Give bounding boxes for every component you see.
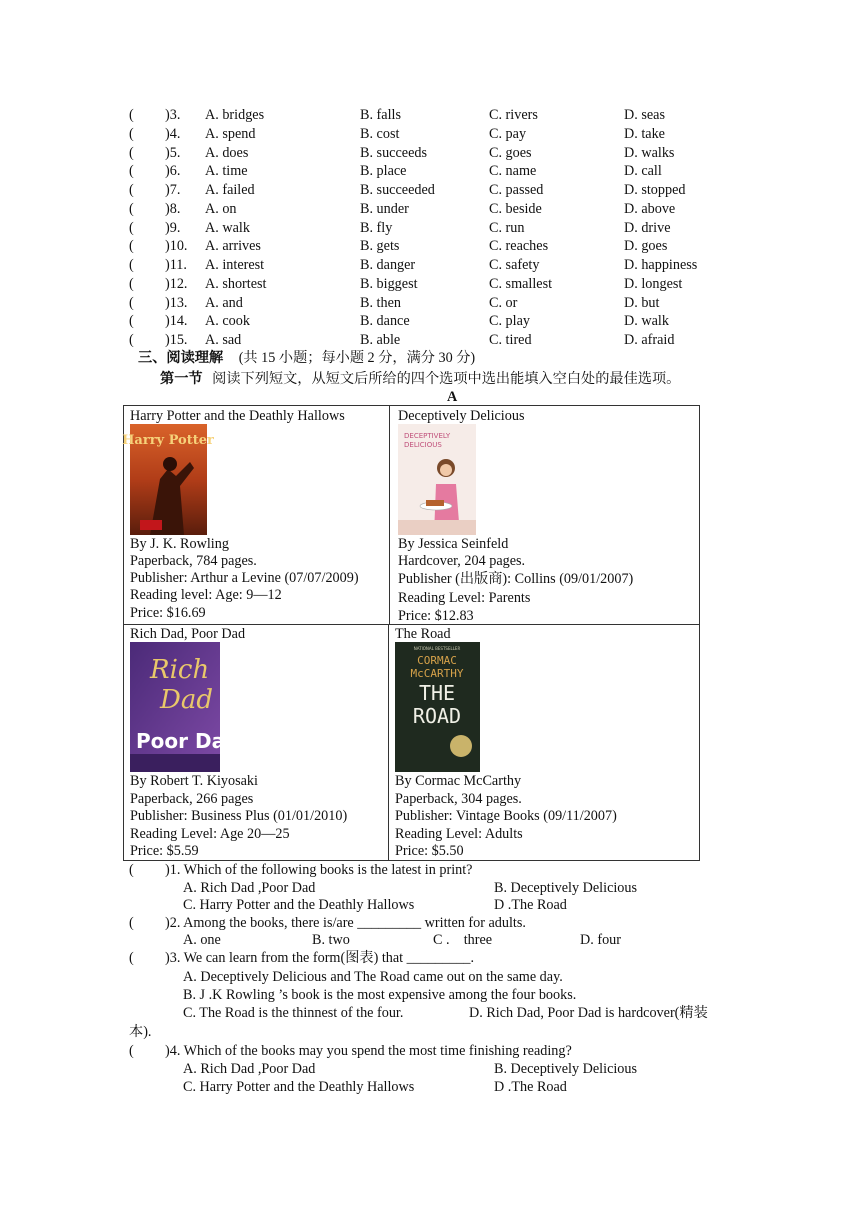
option-c[interactable]: C. reaches <box>489 238 549 255</box>
option-a[interactable]: A. time <box>205 163 248 180</box>
svg-text:DELICIOUS: DELICIOUS <box>404 441 442 449</box>
question-paren: ( <box>129 915 134 931</box>
option-a[interactable]: A. Rich Dad ,Poor Dad <box>183 880 316 896</box>
option-d[interactable]: D. longest <box>624 275 683 292</box>
book-author: By J. K. Rowling <box>130 536 229 552</box>
answer-paren: ( <box>129 144 134 161</box>
option-d[interactable]: D. afraid <box>624 332 675 348</box>
passage-label: A <box>447 389 458 405</box>
book-reading-level: Reading Level: Adults <box>395 826 523 842</box>
option-d[interactable]: D .The Road <box>494 1079 567 1095</box>
choice-row <box>129 181 749 200</box>
option-b[interactable]: B. dance <box>360 313 410 330</box>
section-note: (共 15 小题；每小题 2 分，满分 30 分) <box>238 350 476 366</box>
answer-paren: ( <box>129 332 134 348</box>
option-c[interactable]: C. run <box>489 219 525 236</box>
option-d[interactable]: D. but <box>624 294 660 311</box>
question-stem: )3. We can learn from the form(图表) that _________. <box>165 950 475 966</box>
option-a[interactable]: A. Rich Dad ,Poor Dad <box>183 1061 316 1077</box>
choice-row <box>129 331 749 350</box>
option-a[interactable]: A. bridges <box>205 107 265 123</box>
option-d[interactable]: D. goes <box>624 238 668 255</box>
option-b[interactable]: B. Deceptively Delicious <box>494 1061 638 1077</box>
option-a[interactable]: A. failed <box>205 182 255 198</box>
option-d[interactable]: D. walks <box>624 144 675 161</box>
option-a[interactable]: A. and <box>205 294 243 311</box>
option-a[interactable]: A. cook <box>205 313 250 330</box>
answer-paren: ( <box>129 219 134 236</box>
option-a[interactable]: A. does <box>205 144 249 161</box>
option-b[interactable]: B. danger <box>360 257 416 273</box>
option-a[interactable]: A. arrives <box>205 238 261 255</box>
question-number: )9. <box>165 219 181 236</box>
option-b[interactable]: B. succeeds <box>360 144 427 161</box>
svg-text:McCARTHY: McCARTHY <box>410 667 464 680</box>
question-number: )7. <box>165 182 181 198</box>
book-price: Price: $5.59 <box>130 843 199 859</box>
option-a[interactable]: A. interest <box>205 257 265 273</box>
option-b[interactable]: B. then <box>360 294 401 311</box>
question-paren: ( <box>129 862 134 878</box>
option-b[interactable]: B. able <box>360 332 401 348</box>
option-c[interactable]: C. Harry Potter and the Deathly Hallows <box>183 1079 415 1095</box>
option-a[interactable]: A. shortest <box>205 275 267 292</box>
part-label: 第一节 <box>160 371 203 387</box>
option-b[interactable]: B. place <box>360 163 407 180</box>
book-cell-the-road <box>388 624 700 861</box>
book-publisher: Publisher: Arthur a Levine (07/07/2009) <box>130 570 359 586</box>
option-a[interactable]: A. one <box>183 932 221 948</box>
option-d[interactable]: D. walk <box>624 313 669 330</box>
book-publisher: Publisher (出版商): Collins (09/01/2007) <box>398 571 634 587</box>
harry-potter-cover-image <box>122 424 214 535</box>
book-author: By Cormac McCarthy <box>395 773 522 789</box>
choice-row <box>129 294 749 313</box>
book-title: Rich Dad, Poor Dad <box>130 626 246 642</box>
option-c[interactable]: C. rivers <box>489 107 538 123</box>
book-cell-harry-potter <box>123 405 390 625</box>
option-c[interactable]: C. safety <box>489 257 540 273</box>
book-format: Hardcover, 204 pages. <box>398 553 526 569</box>
option-a[interactable]: A. on <box>205 200 237 217</box>
question-stem: )1. Which of the following books is the latest in print? <box>165 862 473 878</box>
question-number: )4. <box>165 125 181 142</box>
option-b[interactable]: B. Deceptively Delicious <box>494 880 638 896</box>
choice-row <box>129 200 749 219</box>
book-cell-rich-dad <box>123 624 389 861</box>
choice-row <box>129 256 749 275</box>
book-format: Paperback, 784 pages. <box>130 553 257 569</box>
option-d[interactable]: D. call <box>624 163 662 180</box>
option-a[interactable]: A. sad <box>205 332 242 348</box>
option-c[interactable]: C. tired <box>489 332 532 348</box>
book-title: Harry Potter and the Deathly Hallows <box>130 408 345 424</box>
answer-paren: ( <box>129 238 134 255</box>
option-b[interactable]: B. biggest <box>360 275 418 292</box>
answer-paren: ( <box>129 125 134 142</box>
question-number: )14. <box>165 313 188 330</box>
option-c[interactable]: C. goes <box>489 144 532 161</box>
book-publisher: Publisher: Business Plus (01/01/2010) <box>130 808 348 824</box>
book-format: Paperback, 304 pages. <box>395 791 522 807</box>
option-c[interactable]: C. The Road is the thinnest of the four. <box>183 1005 404 1021</box>
book-publisher: Publisher: Vintage Books (09/11/2007) <box>395 808 617 824</box>
option-a[interactable]: A. walk <box>205 219 250 236</box>
section-heading <box>138 349 475 367</box>
question-number: )11. <box>165 257 187 273</box>
question-number: )10. <box>165 238 188 255</box>
question-number: )5. <box>165 144 181 161</box>
the-road-cover-image <box>395 642 480 772</box>
choice-row <box>129 144 749 163</box>
svg-text:THE: THE <box>418 681 456 705</box>
book-author: By Jessica Seinfeld <box>398 536 509 552</box>
choice-row <box>129 125 749 144</box>
question-stem: )4. Which of the books may you spend the most time finishing reading? <box>165 1043 572 1059</box>
part-instructions: 阅读下列短文，从短文后所给的四个选项中选出能填入空白处的最佳选项。 <box>212 371 681 387</box>
option-d[interactable]: D. Rich Dad, Poor Dad is hardcover(精装 <box>469 1005 708 1021</box>
option-c[interactable]: C. or <box>489 294 518 311</box>
option-b[interactable]: B. succeeded <box>360 182 435 198</box>
choice-row <box>129 237 749 256</box>
svg-text:ROAD: ROAD <box>412 704 462 728</box>
book-author: By Robert T. Kiyosaki <box>130 773 258 789</box>
question-number: )3. <box>165 107 181 123</box>
book-price: Price: $12.83 <box>398 608 474 624</box>
option-d-continued: 本). <box>129 1024 152 1040</box>
book-reading-level: Reading Level: Parents <box>398 590 531 606</box>
option-a[interactable]: A. spend <box>205 125 256 142</box>
option-d[interactable]: D. stopped <box>624 182 686 198</box>
book-format: Paperback, 266 pages <box>130 791 254 807</box>
book-cell-deceptively-delicious <box>389 405 700 625</box>
option-b[interactable]: B. under <box>360 200 409 217</box>
option-b[interactable]: B. fly <box>360 219 393 236</box>
choice-row <box>129 162 749 181</box>
option-c[interactable]: C. pay <box>489 125 527 142</box>
question-number: )12. <box>165 275 188 292</box>
svg-text:Poor Dad: Poor Dad <box>136 729 240 753</box>
question-number: )15. <box>165 332 188 348</box>
question-number: )8. <box>165 200 181 217</box>
option-d[interactable]: D. drive <box>624 219 671 236</box>
question-stem: )2. Among the books, there is/are _________ written for adults. <box>165 915 526 931</box>
option-c[interactable]: C. smallest <box>489 275 553 292</box>
option-a[interactable]: A. Deceptively Delicious and The Road came out on the same day. <box>183 969 563 985</box>
option-b[interactable]: B. J .K Rowling ’s book is the most expensive among the four books. <box>183 987 577 1003</box>
part-heading <box>160 370 680 388</box>
option-b[interactable]: B. two <box>312 932 350 948</box>
option-c[interactable]: C. beside <box>489 200 542 217</box>
book-reading-level: Reading Level: Age 20—25 <box>130 826 290 842</box>
deceptively-delicious-cover-image <box>398 424 476 535</box>
option-d[interactable]: D. take <box>624 125 665 142</box>
option-d[interactable]: D. happiness <box>624 257 698 273</box>
book-title: The Road <box>395 626 451 642</box>
choice-row <box>129 106 749 125</box>
option-c[interactable]: C. play <box>489 313 530 330</box>
answer-paren: ( <box>129 313 134 330</box>
book-price: Price: $5.50 <box>395 843 464 859</box>
option-c[interactable]: C. passed <box>489 182 544 198</box>
option-b[interactable]: B. gets <box>360 238 400 255</box>
rich-dad-cover-image <box>130 642 240 772</box>
answer-paren: ( <box>129 294 134 311</box>
svg-text:DECEPTIVELY: DECEPTIVELY <box>404 432 451 440</box>
question-number: )13. <box>165 294 188 311</box>
option-c[interactable]: C. Harry Potter and the Deathly Hallows <box>183 897 415 913</box>
book-reading-level: Reading level: Age: 9—12 <box>130 587 282 603</box>
option-c[interactable]: C. name <box>489 163 537 180</box>
option-d[interactable]: D. seas <box>624 107 665 123</box>
option-d[interactable]: D .The Road <box>494 897 567 913</box>
answer-paren: ( <box>129 163 134 180</box>
answer-paren: ( <box>129 107 134 123</box>
answer-paren: ( <box>129 200 134 217</box>
choice-row <box>129 312 749 331</box>
svg-text:CORMAC: CORMAC <box>417 654 457 667</box>
svg-text:Dad: Dad <box>160 685 213 715</box>
answer-paren: ( <box>129 257 134 273</box>
book-price: Price: $16.69 <box>130 605 206 621</box>
option-b[interactable]: B. cost <box>360 125 400 142</box>
section-title: 三、阅读理解 <box>138 350 224 366</box>
svg-text:Harry Potter: Harry Potter <box>122 433 214 448</box>
question-paren: ( <box>129 950 134 966</box>
option-d[interactable]: D. above <box>624 200 676 217</box>
answer-paren: ( <box>129 182 134 198</box>
choice-row <box>129 219 749 238</box>
question-number: )6. <box>165 163 181 180</box>
svg-text:NATIONAL BESTSELLER: NATIONAL BESTSELLER <box>413 646 461 651</box>
question-paren: ( <box>129 1043 134 1059</box>
option-c[interactable]: C . three <box>433 932 493 948</box>
option-b[interactable]: B. falls <box>360 107 401 123</box>
book-title: Deceptively Delicious <box>398 408 525 424</box>
choice-row <box>129 275 749 294</box>
answer-paren: ( <box>129 275 134 292</box>
svg-text:Rich: Rich <box>150 655 210 685</box>
option-d[interactable]: D. four <box>580 932 621 948</box>
